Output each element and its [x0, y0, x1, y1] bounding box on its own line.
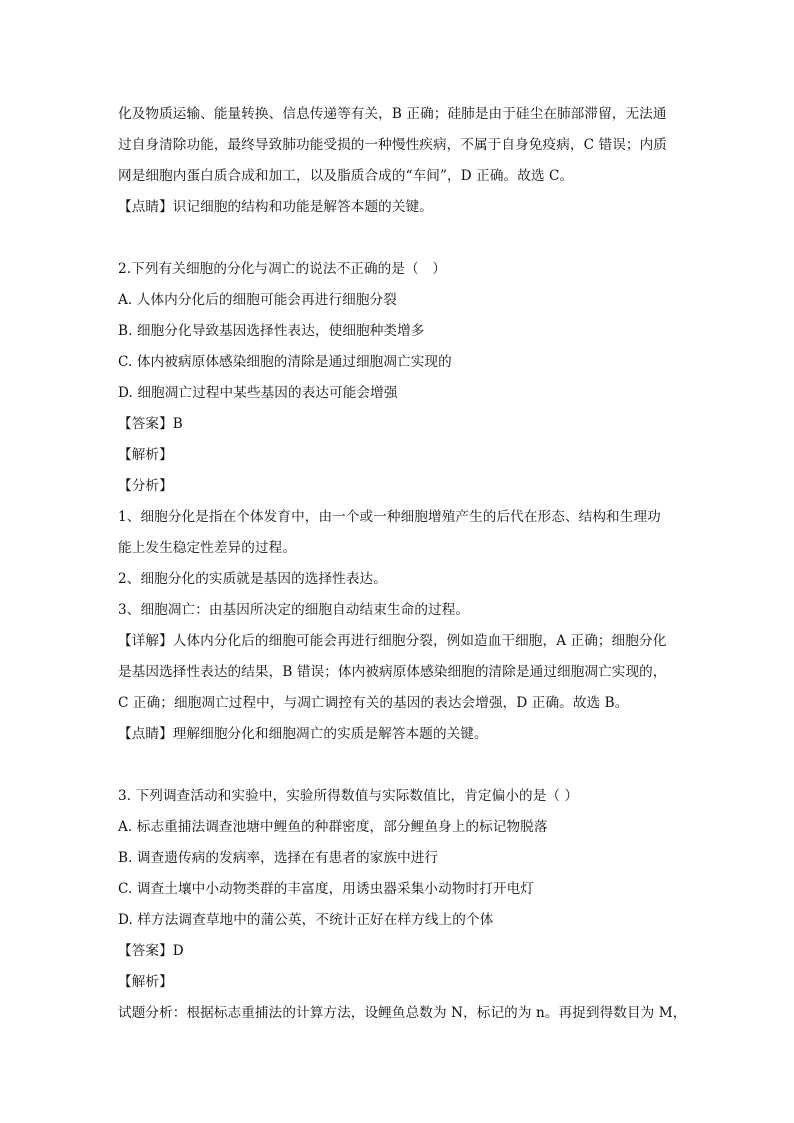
text-line: 能上发生稳定性差异的过程。: [118, 540, 297, 556]
text-line: 化及物质运输、能量转换、信息传递等有关，B 正确；硅肺是由于硅尘在肺部滞留，无法通: [118, 106, 667, 122]
dianjing-line: 【点睛】理解细胞分化和细胞凋亡的实质是解答本题的关键。: [118, 726, 488, 742]
option-a: A. 标志重捕法调查池塘中鲤鱼的种群密度，部分鲤鱼身上的标记物脱落: [118, 819, 548, 835]
text-line: 过自身清除功能，最终导致肺功能受损的一种慢性疾病，不属于自身免疫病，C 错误；内质: [118, 137, 667, 153]
question-2-stem: 2.下列有关细胞的分化与凋亡的说法不正确的是（ ）: [118, 261, 447, 277]
text-line: 2、细胞分化的实质就是基因的选择性表达。: [118, 571, 387, 587]
analysis-heading: 【解析】: [118, 974, 173, 990]
option-a: A. 人体内分化后的细胞可能会再进行细胞分裂: [118, 292, 397, 308]
answer-line: 【答案】D: [118, 943, 184, 959]
text-line: 1、细胞分化是指在个体发育中，由一个或一种细胞增殖产生的后代在形态、结构和生理功: [118, 509, 661, 525]
text-line: 3、细胞凋亡：由基因所决定的细胞自动结束生命的过程。: [118, 602, 470, 618]
option-c: C. 调查土壤中小动物类群的丰富度，用诱虫器采集小动物时打开电灯: [118, 881, 534, 897]
option-b: B. 细胞分化导致基因选择性表达，使细胞种类增多: [118, 323, 425, 339]
option-d: D. 细胞凋亡过程中某些基因的表达可能会增强: [118, 385, 398, 401]
text-line: C 正确；细胞凋亡过程中，与凋亡调控有关的基因的表达会增强，D 正确。故选 B。: [118, 695, 629, 711]
option-b: B. 调查遗传病的发病率，选择在有患者的家族中进行: [118, 850, 439, 866]
text-line: 是基因选择性表达的结果，B 错误；体内被病原体感染细胞的清除是通过细胞凋亡实现的，: [118, 664, 667, 680]
option-d: D. 样方法调查草地中的蒲公英，不统计正好在样方线上的个体: [118, 912, 494, 928]
analysis-heading: 【解析】: [118, 447, 173, 463]
answer-line: 【答案】B: [118, 416, 183, 432]
question-3-stem: 3. 下列调查活动和实验中，实验所得数值与实际数值比，肯定偏小的是（ ）: [118, 788, 579, 804]
text-line: 网是细胞内蛋白质合成和加工，以及脂质合成的“车间”，D 正确。故选 C。: [118, 168, 574, 184]
text-line: 试题分析：根据标志重捕法的计算方法，设鲤鱼总数为 N，标记的为 n。再捉到得数目为 M，: [118, 1005, 687, 1021]
option-c: C. 体内被病原体感染细胞的清除是通过细胞凋亡实现的: [118, 354, 452, 370]
fenxi-heading: 【分析】: [118, 478, 173, 494]
xiangjie-line: 【详解】人体内分化后的细胞可能会再进行细胞分裂，例如造血干细胞，A 正确；细胞分化: [118, 633, 667, 649]
dianjing-line: 【点睛】识记细胞的结构和功能是解答本题的关键。: [118, 199, 433, 215]
